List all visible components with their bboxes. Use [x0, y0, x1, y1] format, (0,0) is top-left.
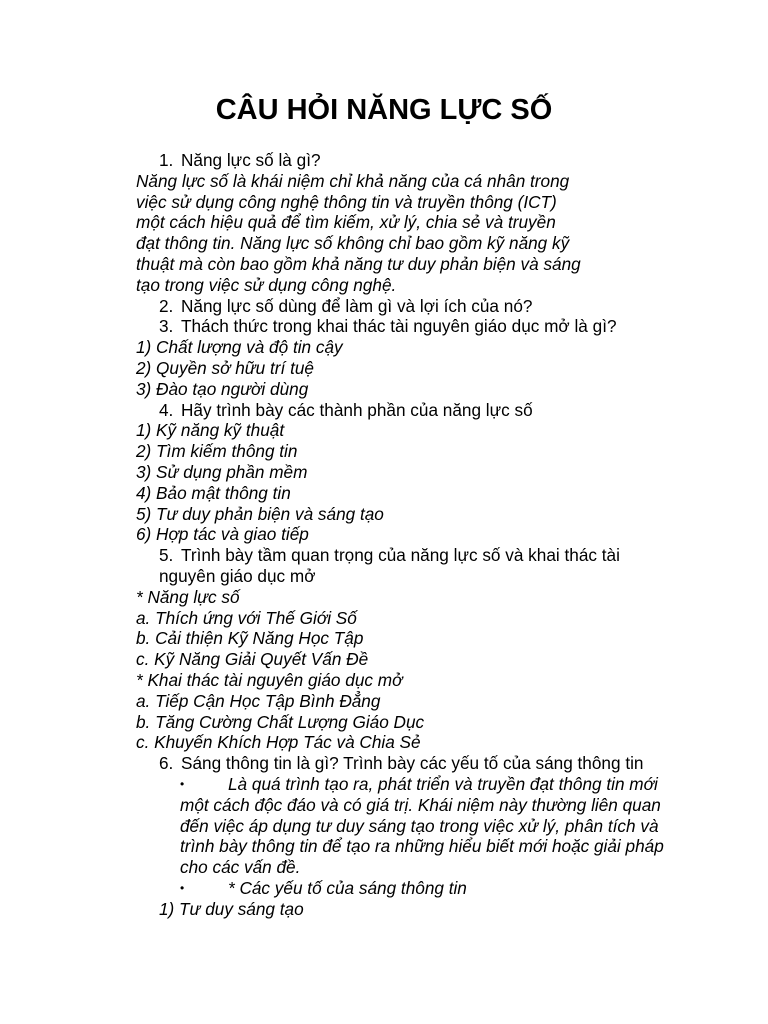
question-text: Sáng thông tin là gì? Trình bày các yếu tố của sáng thông tin: [181, 753, 644, 774]
answer-item: c. Kỹ Năng Giải Quyết Vấn Đề: [136, 649, 369, 670]
answer-item: * Năng lực số: [136, 586, 240, 607]
answer-line: việc sử dụng công nghệ thông tin và truyền thông (ICT): [136, 191, 557, 212]
question-text: Năng lực số dùng để làm gì và lợi ích của nó?: [181, 295, 533, 316]
answer-item: b. Cải thiện Kỹ Năng Học Tập: [136, 628, 364, 649]
answer-item: 4) Bảo mật thông tin: [136, 482, 291, 503]
question-text: Thách thức trong khai thác tài nguyên giáo dục mở là gì?: [181, 316, 617, 337]
question-number: 2.: [159, 295, 174, 316]
question-text: Trình bày tầm quan trọng của năng lực số và khai thác tài: [181, 545, 620, 566]
question-number: 5.: [159, 545, 174, 566]
answer-line: Năng lực số là khái niệm chỉ khả năng của cá nhân trong: [136, 170, 570, 191]
answer-item: 2) Quyền sở hữu trí tuệ: [136, 357, 314, 378]
answer-item: 6) Hợp tác và giao tiếp: [136, 524, 309, 545]
question-1: [136, 150, 696, 171]
sub-item: 1) Tư duy sáng tạo: [159, 898, 304, 919]
answer-item: 2) Tìm kiếm thông tin: [136, 441, 298, 462]
question-text-continued: nguyên giáo dục mở: [159, 565, 316, 586]
bullet-text-continued: trình bày thông tin để tạo ra những hiểu biết mới hoặc giải pháp: [180, 836, 664, 857]
answer-item: b. Tăng Cường Chất Lượng Giáo Dục: [136, 711, 425, 732]
bullet-text-continued: cho các vấn đề.: [180, 857, 301, 878]
question-text: Hãy trình bày các thành phần của năng lực số: [181, 399, 533, 420]
answer-line: tạo trong việc sử dụng công nghệ.: [136, 274, 397, 295]
answer-item: c. Khuyến Khích Hợp Tác và Chia Sẻ: [136, 732, 421, 753]
bullet-item: [136, 878, 696, 899]
bullet-text-continued: một cách độc đáo và có giá trị. Khái niệm này thường liên quan: [180, 794, 661, 815]
question-number: 6.: [159, 753, 174, 774]
page-title: CÂU HỎI NĂNG LỰC SỐ: [215, 94, 553, 126]
answer-line: một cách hiệu quả để tìm kiếm, xử lý, chia sẻ và truyền: [136, 212, 556, 233]
document-body: [136, 150, 696, 919]
answer-item: 5) Tư duy phản biện và sáng tạo: [136, 503, 384, 524]
answer-line: thuật mà còn bao gồm khả năng tư duy phản biện và sáng: [136, 253, 581, 274]
answer-item: a. Tiếp Cận Học Tập Bình Đẳng: [136, 690, 381, 711]
answer-item: 1) Kỹ năng kỹ thuật: [136, 420, 285, 441]
bullet-text-continued: đến việc áp dụng tư duy sáng tạo trong việc xử lý, phân tích và: [180, 815, 659, 836]
bullet-item: [136, 774, 696, 795]
bullet-icon: •: [180, 880, 185, 895]
question-6: [136, 753, 696, 774]
answer-line: đạt thông tin. Năng lực số không chỉ bao gồm kỹ năng kỹ: [136, 233, 570, 254]
answer-item: * Khai thác tài nguyên giáo dục mở: [136, 669, 403, 690]
answer-item: 1) Chất lượng và độ tin cậy: [136, 337, 343, 358]
question-number: 1.: [159, 150, 174, 170]
question-5: [136, 545, 696, 566]
question-text: Năng lực số là gì?: [181, 150, 321, 170]
answer-item: 3) Sử dụng phần mềm: [136, 461, 308, 482]
question-2: [136, 296, 696, 317]
question-number: 4.: [159, 399, 174, 420]
bullet-icon: •: [180, 776, 185, 791]
bullet-text: * Các yếu tố của sáng thông tin: [228, 877, 467, 898]
question-4: [136, 400, 696, 421]
question-number: 3.: [159, 316, 174, 337]
answer-item: 3) Đào tạo người dùng: [136, 378, 309, 399]
bullet-text: Là quá trình tạo ra, phát triển và truyền đạt thông tin mới: [228, 773, 658, 794]
answer-item: a. Thích ứng với Thế Giới Số: [136, 607, 357, 628]
question-3: [136, 316, 696, 337]
